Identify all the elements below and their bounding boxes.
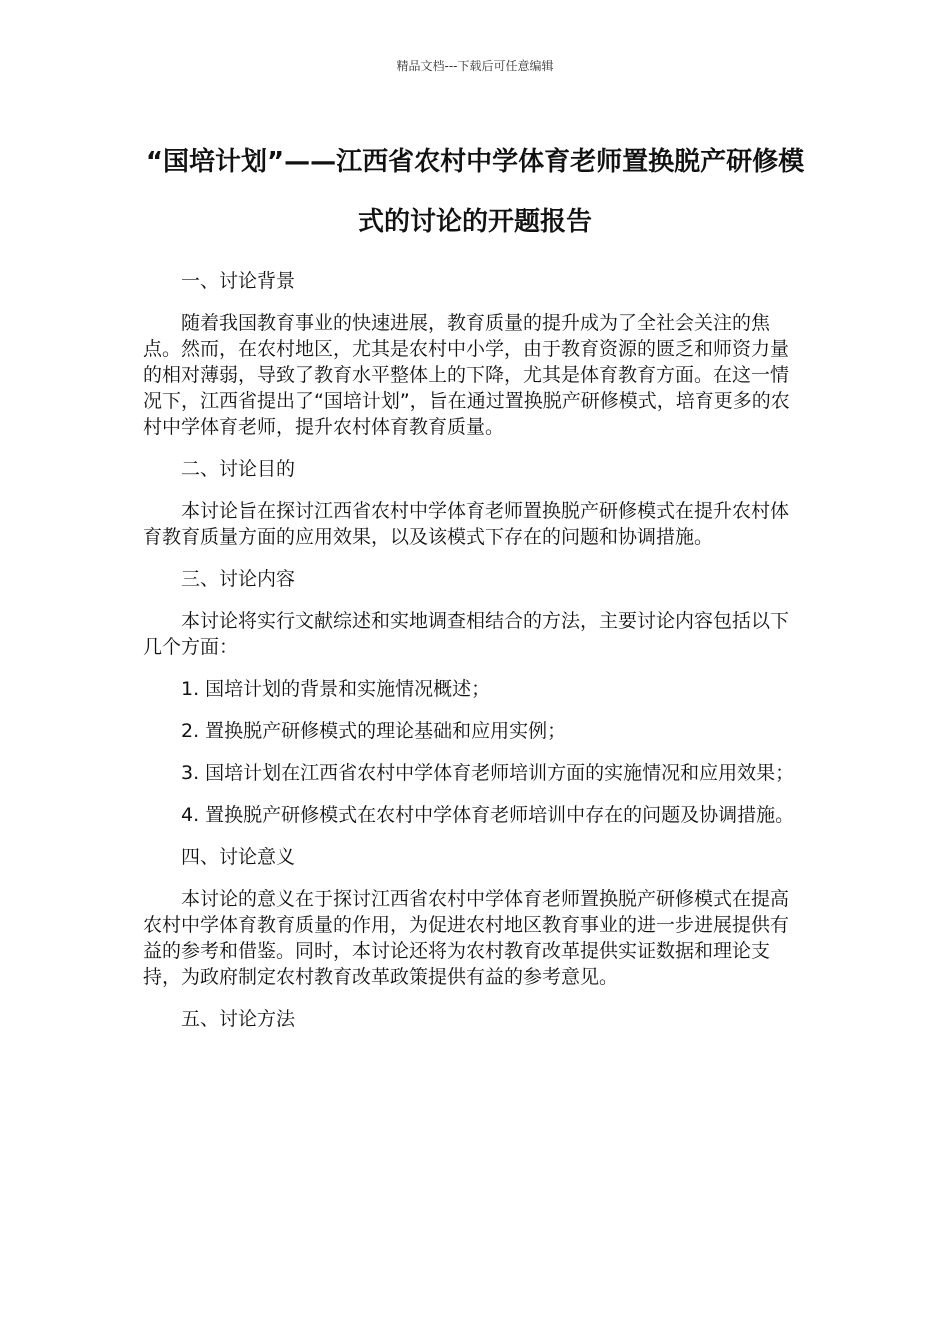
content-list-item: 1. 国培计划的背景和实施情况概述； xyxy=(181,678,491,700)
section-heading-content: 三、讨论内容 xyxy=(181,568,296,590)
content-list-item: 3. 国培计划在江西省农村中学体育老师培训方面的实施情况和应用效果； xyxy=(181,762,795,784)
document-body xyxy=(143,268,801,1048)
significance-paragraph: 本讨论的意义在于探讨江西省农村中学体育老师置换脱产研修模式在提高农村中学体育教育质量的作用，为促进农村地区教育事业的进一步进展提供有益的参考和借鉴。同时，本讨论还将为农村教育改革提供实证数据和理论支持，为政府制定农村教育改革政策提供有益的参考意见。 xyxy=(143,888,790,988)
content-list-item: 2. 置换脱产研修模式的理论基础和应用实例； xyxy=(181,720,567,742)
content-paragraph: 本讨论将实行文献综述和实地调查相结合的方法，主要讨论内容包括以下几个方面： xyxy=(143,610,790,658)
section-heading-background: 一、讨论背景 xyxy=(181,270,296,292)
background-paragraph: 随着我国教育事业的快速进展，教育质量的提升成为了全社会关注的焦点。然而，在农村地区，尤其是农村中小学，由于教育资源的匮乏和师资力量的相对薄弱，导致了教育水平整体上的下降，尤其是体育教育方面。在这一情况下，江西省提出了“国培计划”，旨在通过置换脱产研修模式，培育更多的农村中学体育老师，提升农村体育教育质量。 xyxy=(143,312,790,438)
purpose-paragraph: 本讨论旨在探讨江西省农村中学体育老师置换脱产研修模式在提升农村体育教育质量方面的应用效果，以及该模式下存在的问题和协调措施。 xyxy=(143,500,790,548)
document-title: “国培计划”——江西省农村中学体育老师置换脱产研修模式的讨论的开题报告 xyxy=(145,147,805,237)
content-list-item: 4. 置换脱产研修模式在农村中学体育老师培训中存在的问题及协调措施。 xyxy=(181,804,795,826)
section-heading-significance: 四、讨论意义 xyxy=(181,846,296,868)
page-header-note: 精品文档---下载后可任意编辑 xyxy=(396,59,554,73)
section-heading-method: 五、讨论方法 xyxy=(181,1008,296,1030)
section-heading-purpose: 二、讨论目的 xyxy=(181,458,296,480)
